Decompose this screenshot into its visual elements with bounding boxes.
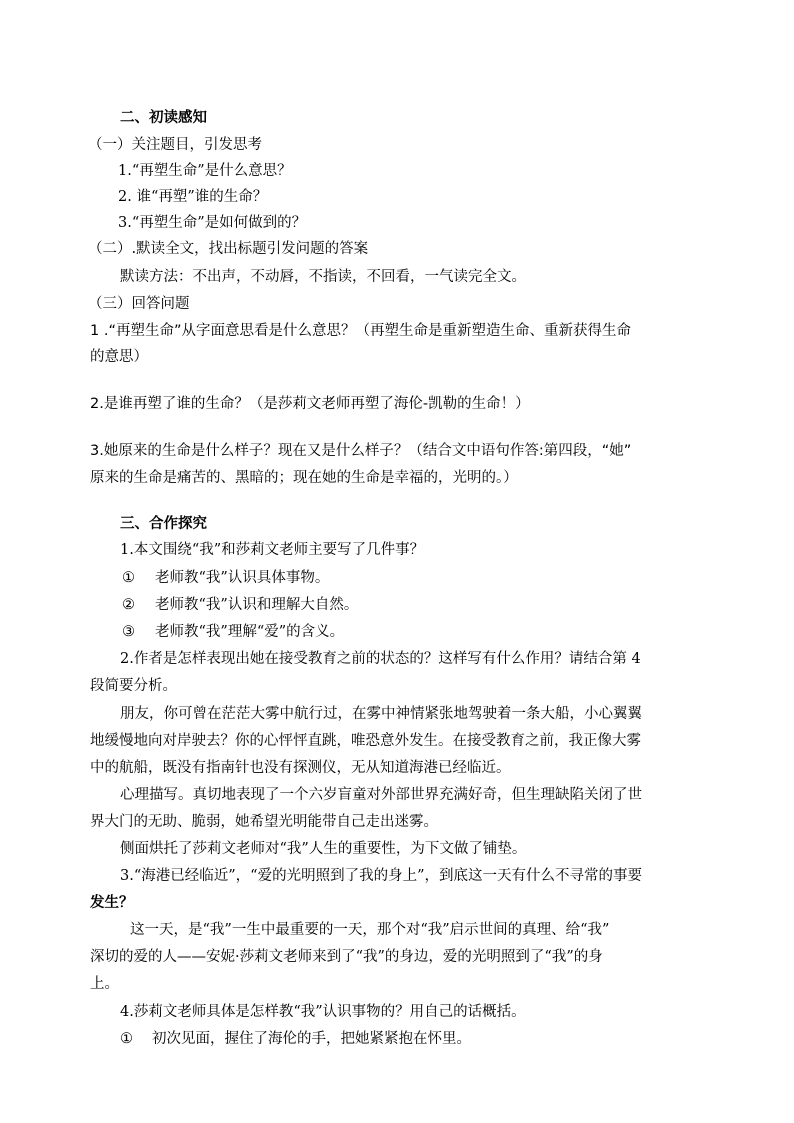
question-line: 3.她原来的生命是什么样子？现在又是什么样子？（结合文中语句作答:第四段，“她” (90, 443, 632, 459)
question-line: 1.本文围绕“我”和莎莉文老师主要写了几件事？ (120, 542, 425, 558)
list-item: 3.“再塑生命”是如何做到的？ (118, 215, 307, 231)
paragraph-line: 界大门的无助、脆弱，她希望光明能带自己走出迷雾。 (90, 814, 438, 830)
list-item: 老师教“我”认识和理解大自然。 (155, 597, 359, 613)
paragraph-line: 默读方法：不出声，不动唇，不指读，不回看，一气读完全文。 (120, 269, 526, 285)
subsection-title: （二）.默读全文，找出标题引发问题的答案 (88, 241, 369, 257)
paragraph-line: 侧面烘托了莎莉文老师对“我”人生的重要性，为下文做了铺垫。 (120, 841, 527, 857)
paragraph-line: 上。 (90, 976, 119, 992)
paragraph-line: 中的航船，既没有指南针也没有探测仪，无从知道海港已经临近。 (90, 760, 511, 776)
list-item: 1.“再塑生命”是什么意思？ (118, 163, 292, 179)
question-line: 1 .“再塑生命”从字面意思看是什么意思？（再塑生命是重新塑造生命、重新获得生命 (90, 323, 631, 339)
list-number: ① (120, 1031, 133, 1047)
paragraph-line: 这一天，是“我”一生中最重要的一天，那个对“我”启示世间的真理、给“我” (130, 922, 610, 938)
paragraph-line: 心理描写。真切地表现了一个六岁盲童对外部世界充满好奇，但生理缺陷关闭了世 (120, 787, 642, 803)
list-number: ② (122, 597, 135, 613)
question-line: 2.是谁再塑了谁的生命？（是莎莉文老师再塑了海伦-凯勒的生命！） (90, 396, 530, 412)
question-line: 段简要分析。 (90, 678, 177, 694)
question-line: 3.“海港已经临近”，“爱的光明照到了我的身上”，到底这一天有什么不寻常的事要 (120, 868, 642, 884)
question-line: 4.莎莉文老师具体是怎样教“我”认识事物的？用自己的话概括。 (120, 1004, 526, 1020)
subsection-title: （三）回答问题 (88, 296, 190, 312)
paragraph-line: 深切的爱的人——安妮·莎莉文老师来到了“我”的身边，爱的光明照到了“我”的身 (90, 949, 603, 965)
section-heading: 二、初读感知 (120, 109, 207, 126)
question-line: 原来的生命是痛苦的、黑暗的；现在她的生命是幸福的，光明的。） (90, 470, 518, 486)
list-number: ① (122, 570, 135, 586)
list-item: 2. 谁“再塑”谁的生命？ (118, 189, 268, 205)
list-item: 老师教“我”理解“爱”的含义。 (155, 624, 345, 640)
question-line: 的意思） (90, 349, 148, 365)
question-line: 发生？ (90, 894, 134, 911)
list-item: 初次见面，握住了海伦的手，把她紧紧抱在怀里。 (152, 1031, 471, 1047)
list-number: ③ (122, 624, 135, 640)
list-item: 老师教“我”认识具体事物。 (155, 570, 330, 586)
question-line: 2.作者是怎样表现出她在接受教育之前的状态的？这样写有什么作用？请结合第 4 (120, 651, 641, 667)
subsection-title: （一）关注题目，引发思考 (88, 137, 262, 153)
section-heading: 三、合作探究 (120, 515, 207, 532)
paragraph-line: 地缓慢地向对岸驶去？你的心怦怦直跳，唯恐意外发生。在接受教育之前，我正像大雾 (90, 733, 641, 749)
paragraph-line: 朋友，你可曾在茫茫大雾中航行过，在雾中神情紧张地驾驶着一条大船，小心翼翼 (120, 706, 642, 722)
